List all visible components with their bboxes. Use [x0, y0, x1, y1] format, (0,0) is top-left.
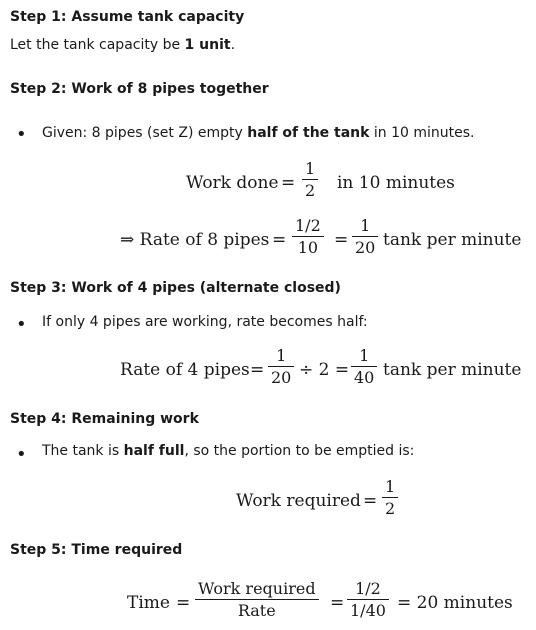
- eq2-fraction-1: [292, 217, 324, 256]
- eq4-fraction: [382, 478, 398, 517]
- eq5-frac1-den: Rate: [237, 601, 276, 620]
- eq2-frac1-den: 10: [297, 238, 319, 257]
- eq2-frac2-den: 20: [355, 238, 376, 257]
- eq5-lhs: Time: [127, 593, 170, 613]
- eq2-fraction-2: [352, 217, 378, 256]
- eq3-frac1-num: 1: [276, 346, 287, 365]
- eq4-frac-num: 1: [385, 477, 396, 496]
- eq1-equals: =: [281, 173, 296, 193]
- eq3-rhs: tank per minute: [383, 360, 522, 380]
- eq4-equals: =: [363, 491, 378, 511]
- step1-text-prefix: Let the tank capacity be: [10, 37, 185, 53]
- eq3-frac2-num: 1: [359, 346, 370, 365]
- eq2-equals-2: =: [334, 230, 349, 250]
- bullet-icon: •: [16, 314, 27, 335]
- eq1-frac-num: 1: [305, 159, 316, 178]
- eq5-fraction-2: [347, 580, 389, 619]
- step2-bullet-prefix: Given: 8 pipes (set Z) empty: [42, 125, 248, 141]
- eq4-lhs: Work required: [236, 491, 361, 511]
- eq5-equals-2: =: [330, 593, 345, 613]
- eq3-equals-1: =: [250, 360, 265, 380]
- bullet-icon: •: [16, 444, 27, 465]
- eq5-frac2-num: 1/2: [355, 579, 381, 598]
- step4-bullet-prefix: The tank is: [42, 443, 124, 459]
- eq1-lhs: Work done: [186, 173, 279, 193]
- eq2-equals-1: =: [272, 230, 287, 250]
- step5-heading: Step 5: Time required: [10, 542, 183, 558]
- step3-heading: Step 3: Work of 4 pipes (alternate closed): [10, 280, 341, 296]
- eq5-frac1-num: Work required: [198, 579, 316, 598]
- bullet-icon: •: [16, 124, 27, 145]
- eq5-rhs: = 20 minutes: [397, 593, 513, 613]
- eq3-fraction-2: [351, 347, 377, 386]
- eq1-rhs: in 10 minutes: [337, 173, 455, 193]
- step1-heading: Step 1: Assume tank capacity: [10, 9, 245, 25]
- eq1-fraction: [302, 160, 318, 199]
- eq5-frac2-den: 1/40: [350, 601, 386, 620]
- step4-bullet-bold: half full: [123, 443, 185, 459]
- eq5-fraction-1: [195, 580, 319, 619]
- step1-text-bold: 1 unit: [184, 37, 231, 53]
- eq3-frac2-den: 40: [354, 368, 375, 387]
- step4-bullet-text: [42, 443, 414, 459]
- step2-bullet-suffix: in 10 minutes.: [369, 125, 475, 141]
- step4-heading: Step 4: Remaining work: [10, 411, 199, 427]
- eq3-divide-op: ÷ 2 =: [299, 360, 350, 380]
- eq4-frac-den: 2: [385, 499, 396, 518]
- eq5-equals-1: =: [176, 593, 191, 613]
- step4-bullet-suffix: , so the portion to be emptied is:: [184, 443, 415, 459]
- step1-text: [10, 37, 235, 53]
- eq1-frac-den: 2: [305, 181, 316, 200]
- step2-bullet-bold: half of the tank: [247, 125, 370, 141]
- eq2-frac2-num: 1: [360, 216, 371, 235]
- step3-bullet-text: If only 4 pipes are working, rate becomes half:: [42, 314, 368, 330]
- eq3-frac1-den: 20: [271, 368, 292, 387]
- step1-text-suffix: .: [230, 37, 236, 53]
- step2-bullet-text: [42, 125, 475, 141]
- eq3-lhs: Rate of 4 pipes: [120, 360, 250, 380]
- eq3-fraction-1: [268, 347, 294, 386]
- eq2-rhs: tank per minute: [383, 230, 522, 250]
- eq2-lhs: ⇒ Rate of 8 pipes: [120, 230, 270, 250]
- step2-heading: Step 2: Work of 8 pipes together: [10, 81, 269, 97]
- eq2-frac1-num: 1/2: [295, 216, 321, 235]
